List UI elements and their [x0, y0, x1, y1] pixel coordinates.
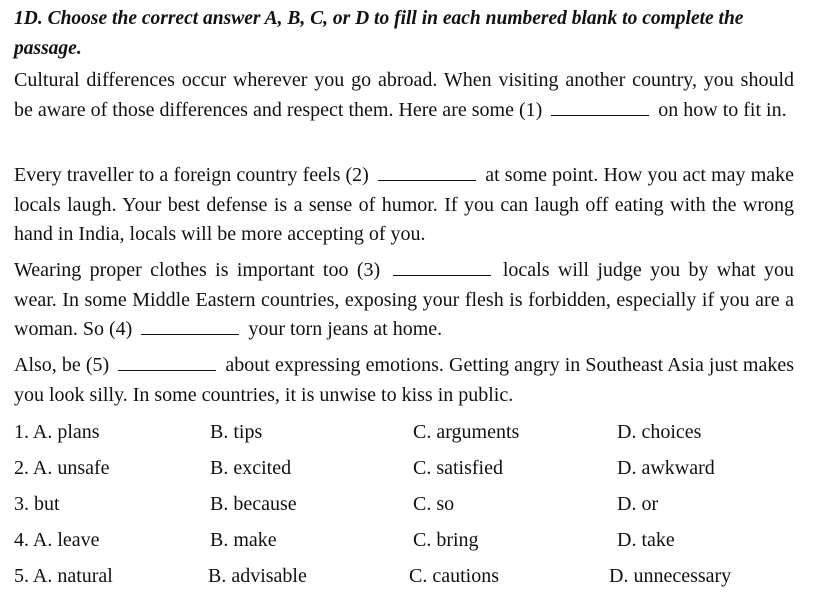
option-d: D. or [617, 493, 659, 515]
blank-3 [393, 259, 491, 276]
paragraph-text: Every traveller to a foreign country feels (2) [14, 164, 369, 186]
paragraph-text: Wearing proper clothes is important too (3) [14, 259, 381, 281]
exercise-title: 1D. Choose the correct answer A, B, C, or D to fill in each numbered blank to complete the passage. [14, 8, 744, 59]
question-row-4 [14, 525, 804, 561]
option-a: 1. A. plans [14, 421, 100, 443]
question-row-2 [14, 453, 804, 489]
option-a: 3. but [14, 493, 60, 515]
blank-1 [551, 99, 649, 116]
blank-5 [118, 354, 216, 371]
paragraph-text: about expressing emotions. Getting angry in Southeast Asia just makes you look silly. In some countries, it is unwise to kiss in public. [14, 354, 795, 406]
option-b: B. advisable [208, 565, 307, 587]
passage-paragraph-4 [14, 351, 794, 410]
paragraph-text: Also, be (5) [14, 354, 110, 376]
option-d: D. take [617, 529, 675, 551]
option-c: C. so [413, 493, 455, 515]
option-b: B. because [210, 493, 297, 515]
paragraph-text: your torn jeans at home. [248, 318, 443, 340]
option-a: 4. A. leave [14, 529, 100, 551]
option-b: B. make [210, 529, 277, 551]
passage-paragraph-2 [14, 161, 794, 250]
blank-2 [378, 164, 476, 181]
passage-paragraph-1 [14, 66, 794, 125]
blank-4 [141, 318, 239, 335]
paragraph-text: on how to fit in. [658, 98, 787, 121]
option-a: 5. A. natural [14, 565, 113, 587]
option-c: C. arguments [413, 421, 520, 443]
option-d: D. awkward [617, 457, 715, 479]
option-b: B. excited [210, 457, 292, 479]
option-c: C. satisfied [413, 457, 503, 479]
question-row-1 [14, 417, 804, 453]
answer-options [14, 417, 804, 597]
option-a: 2. A. unsafe [14, 457, 110, 479]
option-d: D. choices [617, 421, 702, 443]
passage-paragraph-3 [14, 256, 794, 345]
option-b: B. tips [210, 421, 263, 443]
paragraph-text: Cultural differences occur wherever you go abroad. When visiting another country, you should be aware of those differences and respect them. Here are some (1) [14, 69, 794, 121]
paragraph-text: locals will judge you by what you wear. In some Middle Eastern countries, exposing your flesh is forbidden, especially if you are a woman. So (4) [14, 259, 795, 340]
question-row-5 [14, 561, 804, 597]
question-row-3 [14, 489, 804, 525]
option-d: D. unnecessary [609, 565, 732, 587]
option-c: C. bring [413, 529, 479, 551]
paragraph-text: at some point. How you act may make locals laugh. Your best defense is a sense of humor. If you can laugh off eating with the wrong hand in India, locals will be more accepting of you. [14, 164, 795, 245]
option-c: C. cautions [409, 565, 499, 587]
